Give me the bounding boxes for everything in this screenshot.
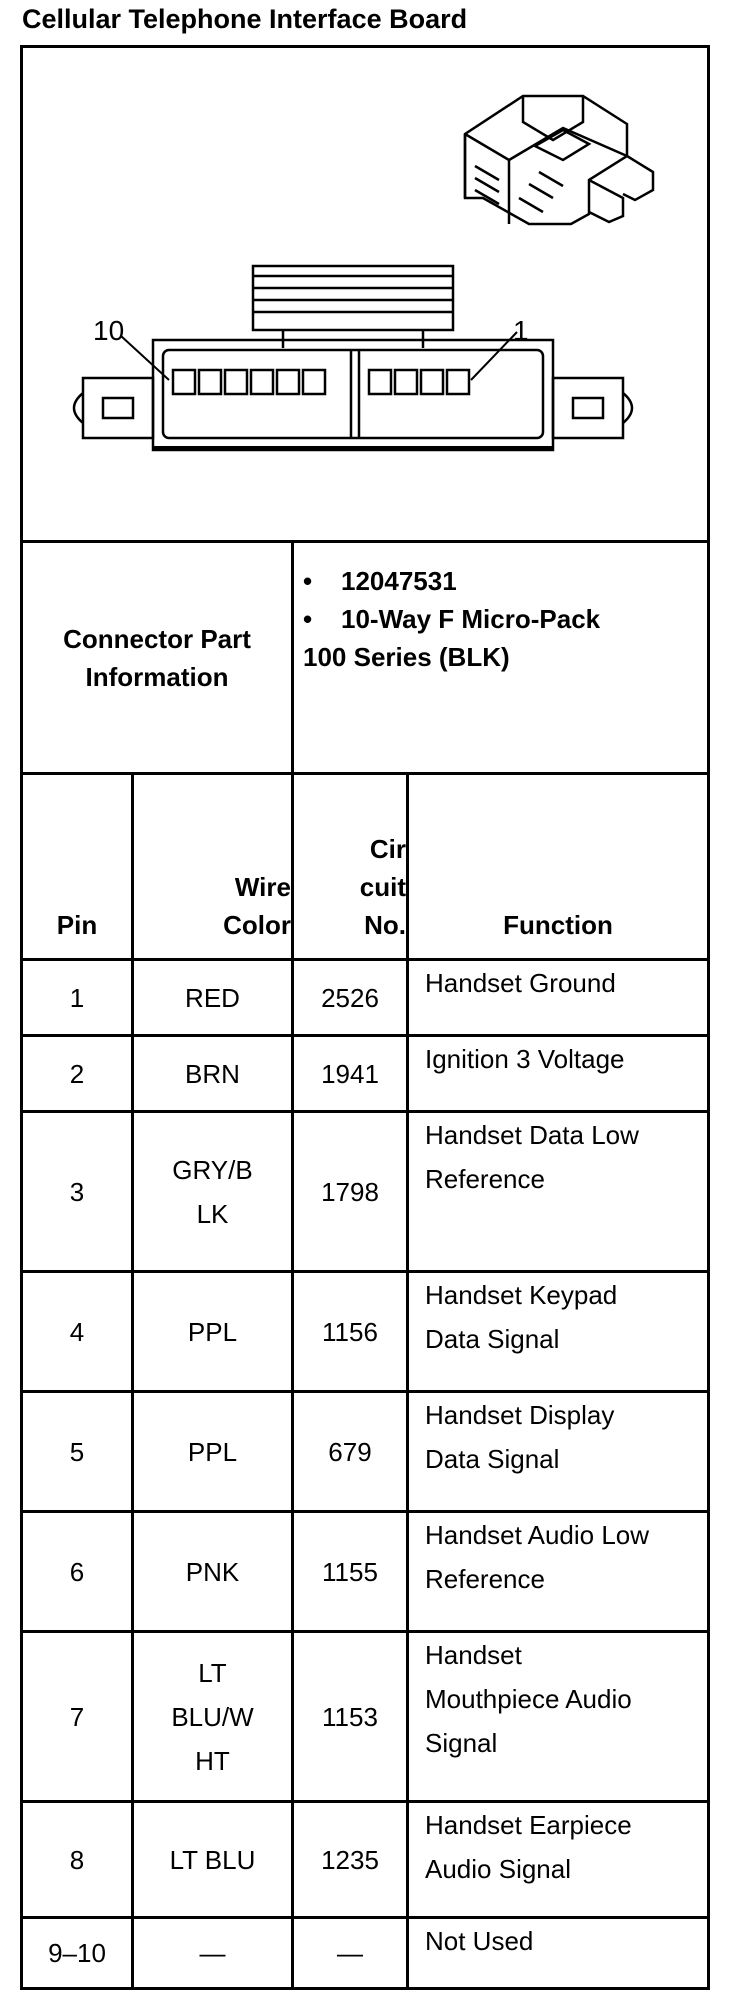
header-pin-label: Pin: [56, 910, 98, 940]
cell-pin: [23, 1113, 131, 1270]
cell-function-line: Handset Audio Low: [425, 1520, 650, 1550]
cell-function: [409, 1113, 707, 1270]
cell-function: [409, 1633, 707, 1800]
cell-color: [134, 1633, 291, 1800]
cell-pin-value: 9–10: [48, 1938, 106, 1968]
cell-function-line: Reference: [425, 1564, 545, 1594]
pin-cavities: [173, 370, 469, 394]
cell-pin: [23, 1393, 131, 1510]
cell-color: [134, 1273, 291, 1390]
cell-color-line: LT: [198, 1657, 227, 1688]
pin-label-left: 10: [93, 315, 125, 346]
cell-function-line: Handset Data Low: [425, 1120, 639, 1150]
header-function-label: Function: [503, 910, 613, 940]
cell-color-line: BRN: [185, 1058, 240, 1089]
cell-function: [409, 961, 707, 1034]
cell-function-line: Signal: [425, 1728, 498, 1758]
cell-pin: [23, 1273, 131, 1390]
cell-pin-value: 1: [69, 982, 85, 1013]
cell-color-line: BLU/W: [171, 1701, 254, 1732]
header-wire-color-line: Wire: [234, 872, 291, 902]
cell-function-line: Handset: [425, 1640, 522, 1670]
cell-pin-value: 2: [69, 1058, 85, 1089]
header-pin: [23, 775, 131, 958]
cell-color: [134, 1037, 291, 1110]
cell-function: [409, 1513, 707, 1630]
cell-circuit-value: 1235: [321, 1844, 379, 1875]
cell-circuit-value: 1941: [321, 1058, 379, 1089]
cell-circuit: [294, 961, 406, 1034]
cell-color: [134, 1393, 291, 1510]
cell-function-line: Data Signal: [425, 1324, 560, 1354]
header-wire-color: [134, 775, 291, 958]
cell-function-line: Reference: [425, 1164, 545, 1194]
pin-label-right: 1: [513, 315, 529, 346]
cell-color-line: RED: [185, 982, 240, 1013]
cell-function-line: Handset Ground: [425, 968, 616, 998]
cell-color-line: LT BLU: [169, 1844, 256, 1875]
cell-color-line: —: [199, 1938, 226, 1968]
cell-pin: [23, 1037, 131, 1110]
cell-pin-value: 8: [69, 1844, 85, 1875]
cell-circuit: [294, 1803, 406, 1916]
connector-iso-icon: [465, 96, 653, 224]
cell-function: [409, 1393, 707, 1510]
cell-function-line: Audio Signal: [425, 1854, 571, 1884]
cell-function-line: Handset Keypad: [425, 1280, 618, 1310]
cell-circuit-value: 1153: [322, 1701, 378, 1732]
cell-color-line: PPL: [187, 1316, 238, 1347]
connector-front-view: [74, 266, 632, 450]
cell-pin: [23, 1919, 131, 1987]
header-circuit: [294, 775, 406, 958]
part-description: 100 Series (BLK): [303, 642, 510, 672]
header-function: [409, 775, 707, 958]
cell-pin-value: 4: [69, 1316, 85, 1347]
cell-pin: [23, 1513, 131, 1630]
cell-circuit: [294, 1273, 406, 1390]
part-description: 10-Way F Micro-Pack: [341, 604, 601, 634]
header-circuit-line: Cir: [369, 834, 406, 864]
cell-circuit-value: 1798: [321, 1176, 379, 1207]
cell-color-line: LK: [196, 1198, 229, 1229]
connector-info-label-line: Information: [85, 661, 229, 692]
cell-function-line: Handset Display: [425, 1400, 615, 1430]
divider: [291, 540, 294, 774]
cell-function-line: Handset Earpiece: [425, 1810, 632, 1840]
cell-function-line: Not Used: [425, 1926, 534, 1956]
connector-figure: [23, 48, 707, 538]
cell-pin-value: 7: [69, 1701, 85, 1732]
cell-circuit: [294, 1513, 406, 1630]
cell-circuit-value: —: [337, 1938, 363, 1968]
bullet: •: [303, 566, 313, 596]
cell-color: [134, 961, 291, 1034]
header-circuit-line: No.: [364, 910, 406, 940]
cell-pin-value: 5: [69, 1436, 85, 1467]
connector-info-label: [23, 543, 291, 772]
cell-color-line: PNK: [185, 1556, 240, 1587]
cell-function: [409, 1037, 707, 1110]
cell-function: [409, 1273, 707, 1390]
cell-circuit: [294, 1919, 406, 1987]
page-title: Cellular Telephone Interface Board: [22, 4, 468, 34]
cell-circuit: [294, 1113, 406, 1270]
connector-info-label-line: Connector Part: [63, 623, 251, 654]
cell-pin: [23, 1633, 131, 1800]
cell-color: [134, 1513, 291, 1630]
bullet: •: [303, 604, 313, 634]
cell-pin: [23, 961, 131, 1034]
cell-color-line: PPL: [187, 1436, 238, 1467]
cell-circuit-value: 1156: [322, 1316, 378, 1347]
cell-function: [409, 1919, 707, 1987]
header-circuit-line: cuit: [359, 872, 406, 902]
cell-circuit-value: 1155: [322, 1556, 378, 1587]
header-wire-color-line: Color: [223, 910, 291, 940]
cell-color-line: GRY/B: [172, 1154, 253, 1185]
cell-function-line: Mouthpiece Audio: [425, 1684, 632, 1714]
cell-circuit: [294, 1037, 406, 1110]
cell-function-line: Ignition 3 Voltage: [425, 1044, 625, 1074]
cell-color: [134, 1113, 291, 1270]
cell-color-line: HT: [195, 1745, 230, 1776]
cell-function-line: Data Signal: [425, 1444, 560, 1474]
cell-color: [134, 1919, 291, 1987]
connector-info-value: [303, 562, 600, 676]
cell-circuit: [294, 1393, 406, 1510]
cell-pin-value: 3: [69, 1176, 85, 1207]
cell-function: [409, 1803, 707, 1916]
cell-circuit-value: 2526: [321, 982, 379, 1013]
cell-circuit: [294, 1633, 406, 1800]
cell-pin-value: 6: [69, 1556, 85, 1587]
cell-color: [134, 1803, 291, 1916]
part-number: 12047531: [341, 566, 457, 596]
cell-circuit-value: 679: [328, 1436, 372, 1467]
cell-pin: [23, 1803, 131, 1916]
